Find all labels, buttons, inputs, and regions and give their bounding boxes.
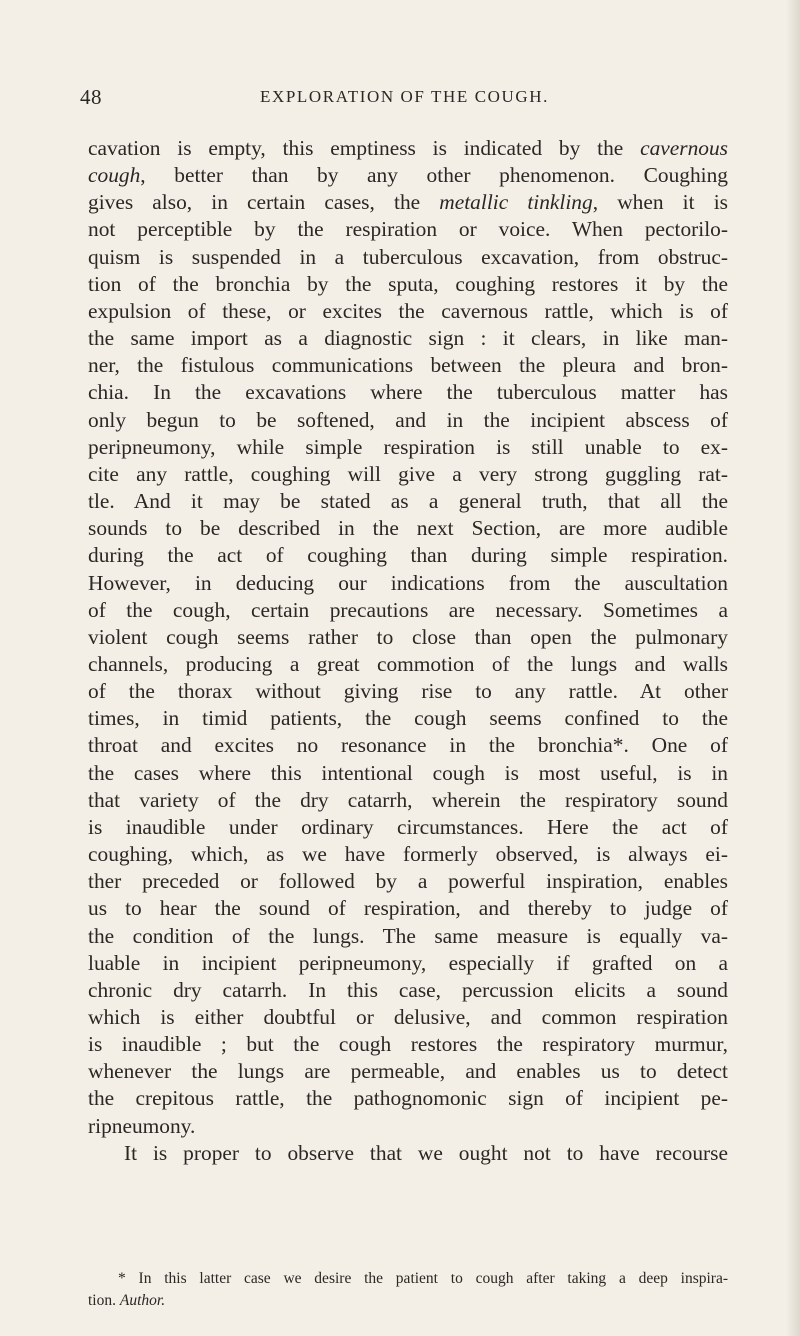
text-line: throat and excites no resonance in the bronchia*. One of (88, 733, 728, 758)
italic-term: cavernous (640, 136, 728, 160)
page-header (80, 85, 720, 115)
page-edge-shadow (786, 0, 800, 1336)
text-line: sounds to be described in the next Section, are more audible (88, 516, 728, 541)
text-line: of the thorax without giving rise to any rattle. At other (88, 679, 728, 704)
text-line: ner, the fistulous communications between the pleura and bron- (88, 353, 728, 378)
text-line: during the act of coughing than during simple respiration. (88, 543, 728, 568)
text-line: the cases where this intentional cough is most useful, is in (88, 760, 728, 785)
text-line: the crepitous rattle, the pathognomonic sign of incipient pe- (88, 1086, 728, 1111)
text-line: coughing, which, as we have formerly observed, is always ei- (88, 842, 728, 867)
text-line: the condition of the lungs. The same measure is equally va- (88, 923, 728, 948)
text-line: not perceptible by the respiration or voice. When pectorilo- (88, 217, 728, 242)
footnote-line: * In this latter case we desire the patient to cough after taking a deep inspira- (118, 1270, 728, 1287)
page-number: 48 (80, 85, 102, 109)
text-line: It is proper to observe that we ought not to have recourse (124, 1140, 728, 1165)
text-line: the same import as a diagnostic sign : it clears, in like man- (88, 326, 728, 351)
text-line: gives also, in certain cases, the metallic tinkling, when it is (88, 190, 728, 215)
text-line: quism is suspended in a tuberculous excavation, from obstruc- (88, 244, 728, 269)
text-line: chronic dry catarrh. In this case, percussion elicits a sound (88, 977, 728, 1002)
text-line: that variety of the dry catarrh, wherein the respiratory sound (88, 787, 728, 812)
main-text (88, 135, 728, 1167)
text-line: cough, better than by any other phenomenon. Coughing (88, 163, 728, 188)
text-line: is inaudible under ordinary circumstances. Here the act of (88, 814, 728, 839)
footnote-author: Author. (119, 1292, 166, 1309)
text-line: tle. And it may be stated as a general truth, that all the (88, 489, 728, 514)
text-line: violent cough seems rather to close than open the pulmonary (88, 624, 728, 649)
italic-term: metallic tinkling (439, 190, 593, 215)
text-line: cavation is empty, this emptiness is indicated by the cavernous (88, 136, 728, 160)
text-line: only begun to be softened, and in the incipient abscess of (88, 407, 728, 432)
text-line: However, in deducing our indications from the auscultation (88, 570, 728, 595)
text-line: us to hear the sound of respiration, and thereby to judge of (88, 896, 728, 921)
text-line: ther preceded or followed by a powerful inspiration, enables (88, 869, 728, 894)
text-line: times, in timid patients, the cough seems confined to the (88, 706, 728, 731)
text-line: is inaudible ; but the cough restores the respiratory murmur, (88, 1032, 728, 1057)
footnote (88, 1268, 728, 1312)
text-line: cite any rattle, coughing will give a very strong guggling rat- (88, 461, 728, 486)
text-line: chia. In the excavations where the tuberculous matter has (88, 380, 728, 405)
text-line: whenever the lungs are permeable, and enables us to detect (88, 1059, 728, 1084)
text-line: channels, producing a great commotion of the lungs and walls (88, 651, 728, 676)
text-line: luable in incipient peripneumony, especially if grafted on a (88, 950, 728, 975)
running-head: EXPLORATION OF THE COUGH. (260, 87, 550, 106)
text-line: ripneumony. (88, 1113, 196, 1138)
footnote-line: tion. Author. (88, 1292, 166, 1309)
italic-term: cough (88, 163, 141, 188)
text-line: peripneumony, while simple respiration is still unable to ex- (88, 434, 728, 459)
text-line: expulsion of these, or excites the cavernous rattle, which is of (88, 298, 728, 323)
text-line: which is either doubtful or delusive, and common respiration (88, 1005, 728, 1029)
text-line: of the cough, certain precautions are necessary. Sometimes a (88, 597, 728, 622)
text-line: tion of the bronchia by the sputa, coughing restores it by the (88, 271, 728, 296)
